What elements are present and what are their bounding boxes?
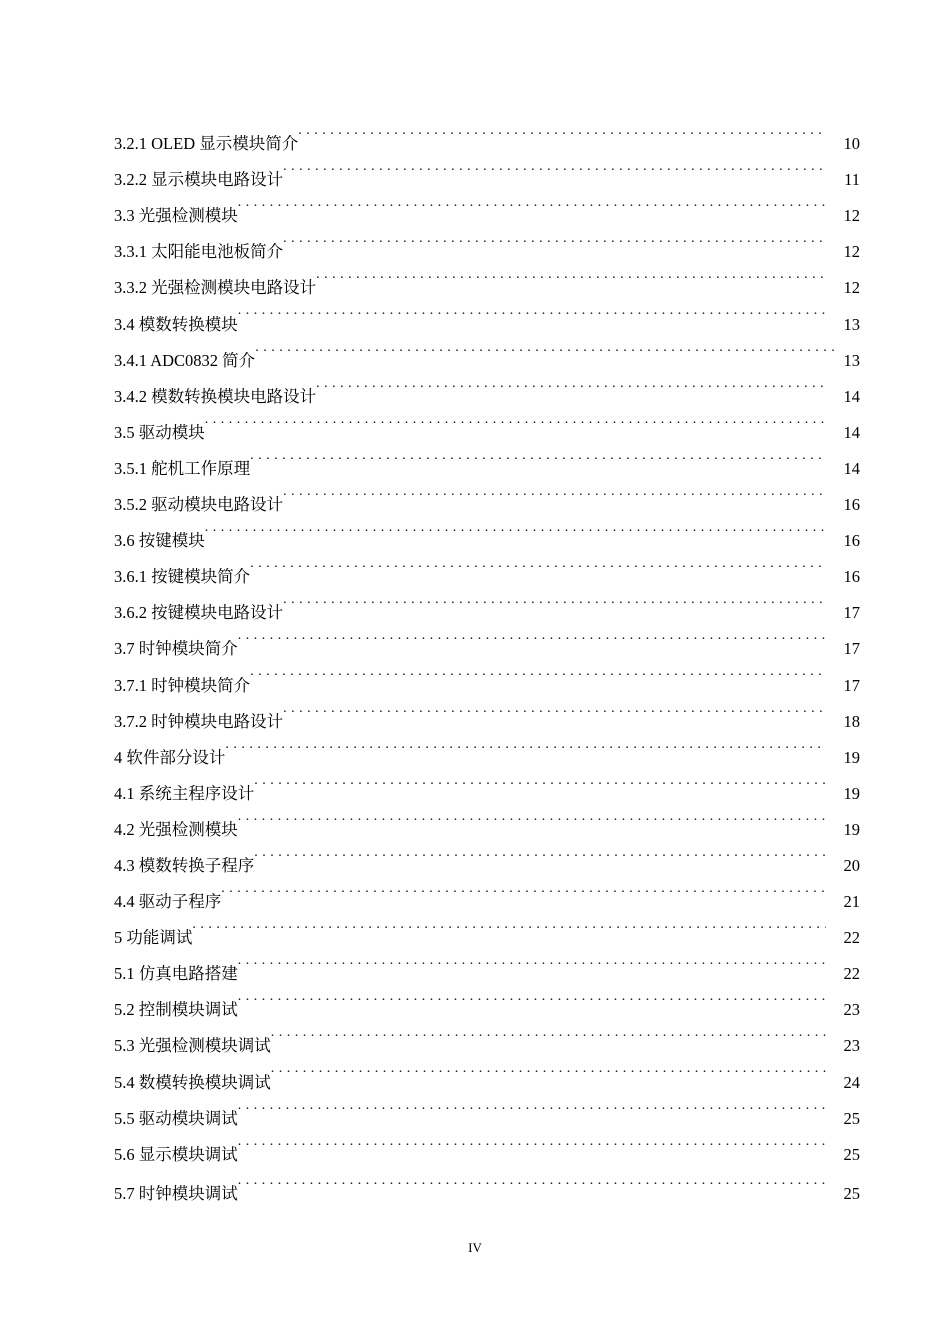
toc-leader-dots bbox=[283, 474, 826, 510]
toc-entry-title: 3.6.2 按键模块电路设计 bbox=[114, 603, 284, 623]
toc-leader-dots bbox=[192, 907, 826, 943]
toc-leader-dots bbox=[205, 510, 826, 546]
toc-leader-dots bbox=[254, 763, 826, 799]
toc-entry-title: 3.2.2 显示模块电路设计 bbox=[114, 170, 284, 190]
toc-leader-dots bbox=[238, 185, 826, 221]
toc-leader-dots bbox=[250, 438, 826, 474]
toc-leader-dots bbox=[250, 654, 826, 690]
toc-entry[interactable] bbox=[114, 727, 860, 767]
toc-entry-title: 3.4.2 模数转换模块电路设计 bbox=[114, 386, 317, 406]
toc-entry-title: 3.5.1 舵机工作原理 bbox=[114, 458, 251, 478]
toc-entry-title: 5.7 时钟模块调试 bbox=[114, 1183, 238, 1203]
toc-entry-title: 3.5 驱动模块 bbox=[114, 422, 205, 442]
toc-entry-page: 25 bbox=[843, 1183, 860, 1203]
toc-entry-page: 16 bbox=[843, 531, 860, 551]
toc-entry-title: 5 功能调试 bbox=[114, 928, 193, 948]
toc-leader-dots bbox=[283, 582, 826, 618]
toc-entry-title: 5.6 显示模块调试 bbox=[114, 1144, 238, 1164]
toc-entry-title: 3.3.2 光强检测模块电路设计 bbox=[114, 278, 317, 298]
toc-entry-page: 17 bbox=[843, 639, 860, 659]
toc-leader-dots bbox=[316, 366, 826, 402]
toc-leader-dots bbox=[238, 799, 826, 835]
toc-entry-page: 10 bbox=[843, 134, 860, 154]
toc-entry-page: 25 bbox=[843, 1144, 860, 1164]
toc-entry-title: 4.4 驱动子程序 bbox=[114, 892, 222, 912]
toc-leader-dots bbox=[238, 943, 826, 979]
toc-entry-page: 16 bbox=[843, 567, 860, 587]
toc-leader-dots bbox=[238, 1163, 826, 1199]
toc-entry-title: 3.4.1 ADC0832 简介 bbox=[114, 350, 256, 370]
toc-entry[interactable] bbox=[114, 871, 860, 912]
toc-entry-page: 19 bbox=[843, 783, 860, 803]
toc-leader-dots bbox=[254, 835, 826, 871]
toc-entry[interactable] bbox=[114, 113, 860, 154]
toc-entry-page: 23 bbox=[843, 1036, 860, 1056]
toc-entry[interactable] bbox=[114, 907, 860, 948]
page-number: IV bbox=[468, 1240, 482, 1255]
toc-leader-dots bbox=[255, 330, 838, 366]
toc-entry-page: 25 bbox=[843, 1108, 860, 1128]
toc-entry-page: 22 bbox=[843, 964, 860, 984]
toc-entry-page: 14 bbox=[843, 422, 860, 442]
toc-entry[interactable] bbox=[114, 402, 860, 442]
toc-entry-title: 3.7.2 时钟模块电路设计 bbox=[114, 711, 284, 731]
toc-leader-dots bbox=[225, 727, 826, 763]
toc-entry[interactable] bbox=[114, 438, 860, 478]
toc-leader-dots bbox=[250, 546, 826, 582]
toc-entry-page: 22 bbox=[843, 928, 860, 948]
toc-entry-page: 12 bbox=[843, 278, 860, 298]
toc-leader-dots bbox=[238, 1088, 826, 1124]
toc-entry-page: 17 bbox=[843, 603, 860, 623]
toc-entry-title: 5.1 仿真电路搭建 bbox=[114, 964, 238, 984]
toc-leader-dots bbox=[238, 1124, 826, 1160]
toc-entry-title: 3.6.1 按键模块简介 bbox=[114, 567, 251, 587]
toc-leader-dots bbox=[271, 1015, 826, 1051]
toc-entry-page: 13 bbox=[843, 350, 860, 370]
toc-entry-title: 5.2 控制模块调试 bbox=[114, 1000, 238, 1020]
toc-leader-dots bbox=[316, 257, 826, 293]
toc-entry-title: 3.3.1 太阳能电池板简介 bbox=[114, 242, 284, 262]
toc-leader-dots bbox=[298, 113, 826, 149]
toc-entry-page: 24 bbox=[843, 1072, 860, 1092]
toc-entry[interactable] bbox=[114, 943, 860, 984]
toc-entry-title: 3.3 光强检测模块 bbox=[114, 206, 238, 226]
toc-leader-dots bbox=[283, 149, 826, 185]
toc-leader-dots bbox=[205, 402, 826, 438]
toc-entry-title: 5.4 数模转换模块调试 bbox=[114, 1072, 271, 1092]
toc-entry-title: 5.5 驱动模块调试 bbox=[114, 1108, 238, 1128]
toc-entry-page: 14 bbox=[843, 458, 860, 478]
toc-entry-title: 3.2.1 OLED 显示模块简介 bbox=[114, 134, 299, 154]
toc-entry-page: 21 bbox=[843, 892, 860, 912]
toc-entry-title: 3.5.2 驱动模块电路设计 bbox=[114, 495, 284, 515]
toc-entry-page: 12 bbox=[843, 242, 860, 262]
toc-leader-dots bbox=[283, 221, 826, 257]
toc-leader-dots bbox=[283, 691, 826, 727]
toc-entry-page: 11 bbox=[844, 170, 860, 190]
toc-leader-dots bbox=[238, 293, 826, 329]
table-of-contents bbox=[114, 113, 860, 1203]
toc-leader-dots bbox=[238, 618, 826, 654]
toc-entry-page: 13 bbox=[843, 314, 860, 334]
toc-entry-page: 16 bbox=[843, 495, 860, 515]
toc-entry-page: 20 bbox=[843, 855, 860, 875]
toc-entry-title: 3.4 模数转换模块 bbox=[114, 314, 238, 334]
toc-entry-title: 3.7.1 时钟模块简介 bbox=[114, 675, 251, 695]
toc-entry-page: 23 bbox=[843, 1000, 860, 1020]
toc-entry-title: 4 软件部分设计 bbox=[114, 747, 226, 767]
page-footer bbox=[0, 1240, 950, 1256]
toc-entry-title: 5.3 光强检测模块调试 bbox=[114, 1036, 271, 1056]
toc-leader-dots bbox=[221, 871, 826, 907]
toc-entry[interactable] bbox=[114, 510, 860, 551]
toc-leader-dots bbox=[238, 979, 826, 1015]
toc-entry-page: 12 bbox=[843, 206, 860, 226]
toc-entry-page: 17 bbox=[843, 675, 860, 695]
toc-entry-title: 4.1 系统主程序设计 bbox=[114, 783, 255, 803]
toc-entry-page: 19 bbox=[843, 747, 860, 767]
toc-entry-page: 18 bbox=[843, 711, 860, 731]
toc-entry-page: 19 bbox=[843, 819, 860, 839]
toc-entry-title: 4.2 光强检测模块 bbox=[114, 819, 238, 839]
toc-entry[interactable] bbox=[114, 546, 860, 587]
toc-entry-page: 14 bbox=[843, 386, 860, 406]
toc-entry-title: 3.7 时钟模块简介 bbox=[114, 639, 238, 659]
toc-entry-title: 3.6 按键模块 bbox=[114, 531, 205, 551]
toc-entry-title: 4.3 模数转换子程序 bbox=[114, 855, 255, 875]
toc-leader-dots bbox=[271, 1051, 826, 1087]
toc-entry[interactable] bbox=[114, 763, 860, 803]
